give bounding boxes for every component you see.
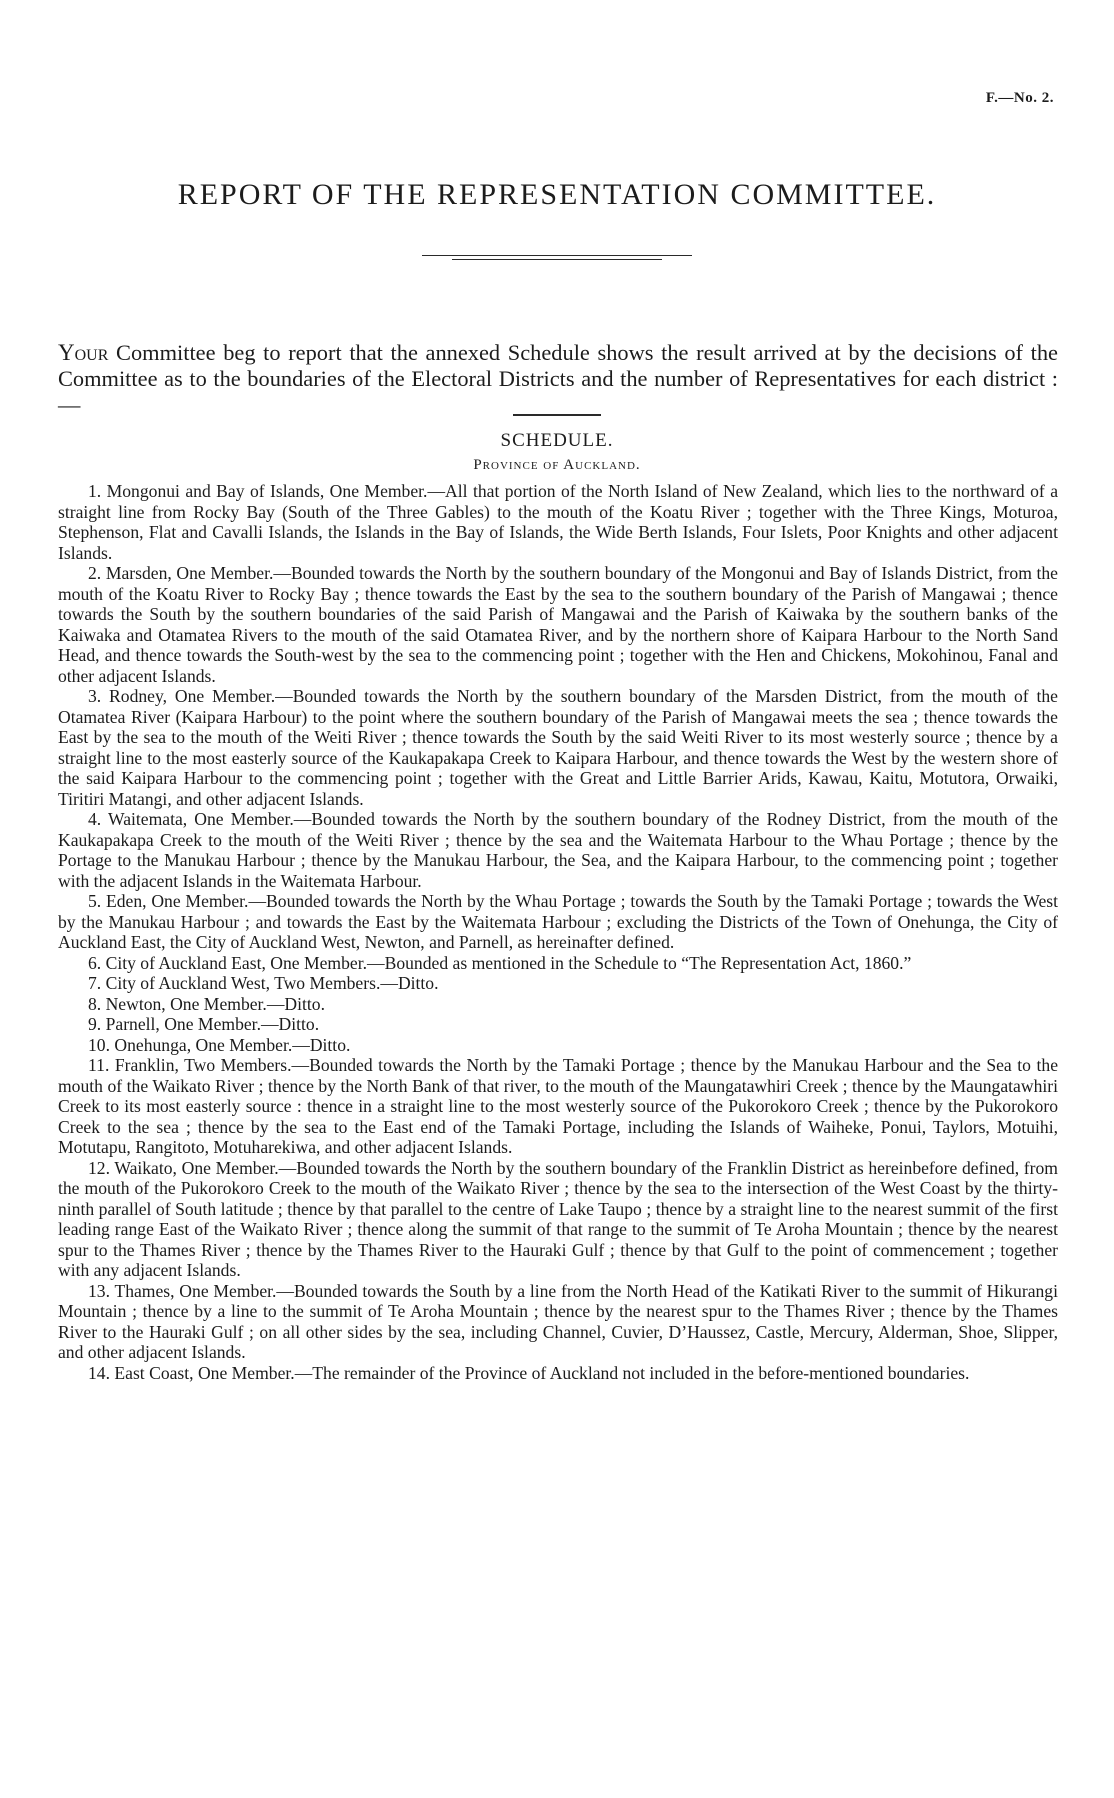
schedule-entry: 5. Eden, One Member.—Bounded towards the North by the Whau Portage ; towards the South by the Tamaki Portage ; towards the West by the Manukau Harbour ; and towards the East by the Waitemata Harbour ; excluding the Districts of the Town of Onehunga, the City of Auckland East, the City of Auckland West, Newton, and Parnell, as hereinafter defined. <box>58 891 1058 952</box>
schedule-entry: 14. East Coast, One Member.—The remainder of the Province of Auckland not included in the before-mentioned boundaries. <box>88 1362 970 1383</box>
schedule-entry: 11. Franklin, Two Members.—Bounded towards the North by the Tamaki Portage ; thence by the Manukau Harbour and the Sea to the mouth of the Waikato River ; thence by the North Bank of that river, to the mouth of the Maungatawhiri Creek ; thence by the Maungatawhiri Creek to its most easterly source : thence in a straight line to the most westerly source of the Pukorokoro Creek ; thence by the Pukorokoro Creek to the sea ; thence by the sea to the East end of the Tamaki Portage, including the Islands of Waiheke, Ponui, Taylors, Motuihi, Motutapu, Rangitoto, Motuharekiwa, and other adjacent Islands. <box>58 1055 1058 1157</box>
schedule-entry: 12. Waikato, One Member.—Bounded towards the North by the southern boundary of the Franklin District as hereinbefore defined, from the mouth of the Pukorokoro Creek to the mouth of the Waikato River ; thence by the sea to the intersection of the West Coast by the thirty-ninth parallel of South latitude ; thence by that parallel to the centre of Lake Taupo ; thence by a straight line to the nearest summit of the first leading range East of the Waikato River ; thence along the summit of that range to the summit of Te Aroha Mountain ; thence by the nearest spur to the Thames River ; thence by the Thames River to the Hauraki Gulf ; thence by that Gulf to the point of commencement ; together with any adjacent Islands. <box>58 1157 1058 1280</box>
intro-paragraph <box>58 340 1058 418</box>
intro-text: Committee beg to report that the annexed Schedule shows the result arrived at by the decisions of the Committee as to the boundaries of the Electoral Districts and the number of Representatives for each district :— <box>58 340 1058 418</box>
intro-lead-word: Your <box>58 340 109 366</box>
schedule-entry: 6. City of Auckland East, One Member.—Bounded as mentioned in the Schedule to “The Representation Act, 1860.” <box>88 952 912 973</box>
intro-divider <box>513 414 601 416</box>
schedule-list <box>58 481 1058 1383</box>
schedule-entry: 2. Marsden, One Member.—Bounded towards the North by the southern boundary of the Mongonui and Bay of Islands District, from the mouth of the Koatu River to Rocky Bay ; thence towards the East by the sea to the southern boundary of the Parish of Mangawai ; thence towards the South by the southern boundaries of the said Parish of Mangawai and the Parish of Kaiwaka by the southern banks of the Kaiwaka and Otamatea Rivers to the mouth of the said Otamatea River, and by the northern shore of Kaipara Harbour to the North Sand Head, and thence towards the South-west by the sea to the commencing point ; together with the Hen and Chickens, Mokohinou, Fanal and other adjacent Islands. <box>58 563 1058 686</box>
schedule-entry: 10. Onehunga, One Member.—Ditto. <box>88 1034 351 1055</box>
title-divider <box>422 255 692 261</box>
report-title: REPORT OF THE REPRESENTATION COMMITTEE. <box>177 178 937 211</box>
schedule-entry: 8. Newton, One Member.—Ditto. <box>88 993 325 1014</box>
schedule-entry: 1. Mongonui and Bay of Islands, One Member.—All that portion of the North Island of New Zealand, which lies to the northward of a straight line from Rocky Bay (South of the Three Gables) to the mouth of the Koatu River ; together with the Three Kings, Moturoa, Stephenson, Flat and Cavalli Islands, the Islands in the Bay of Islands, the Wide Berth Islands, Four Islets, Poor Knights and other adjacent Islands. <box>58 481 1058 563</box>
schedule-entry: 4. Waitemata, One Member.—Bounded towards the North by the southern boundary of the Rodney District, from the mouth of the Kaukapakapa Creek to the mouth of the Weiti River ; thence by the sea and the Waitemata Harbour to the Whau Portage ; thence by the Portage to the Manukau Harbour ; thence by the Manukau Harbour, the Sea, and the Kaipara Harbour, to the commencing point ; together with the adjacent Islands in the Waitemata Harbour. <box>58 809 1058 891</box>
page-reference: F.—No. 2. <box>985 90 1054 106</box>
schedule-heading: SCHEDULE. <box>500 430 614 451</box>
schedule-entry: 7. City of Auckland West, Two Members.—Ditto. <box>88 973 439 993</box>
schedule-entry: 3. Rodney, One Member.—Bounded towards the North by the southern boundary of the Marsden District, from the mouth of the Otamatea River (Kaipara Harbour) to the point where the southern boundary of the Parish of Mangawai meets the sea ; thence towards the East by the sea to the mouth of the Weiti River ; thence towards the South by the said Weiti River to its most westerly source ; thence by a straight line to the most easterly source of the Kaukapakapa Creek to Kaipara Harbour, and thence towards the West by the western shore of the said Kaipara Harbour to the commencing point ; together with the Great and Little Barrier Arids, Kawau, Kaitu, Motutora, Orwaiki, Tiritiri Matangi, and other adjacent Islands. <box>58 686 1058 809</box>
schedule-entry: 9. Parnell, One Member.—Ditto. <box>88 1014 320 1034</box>
schedule-entry: 13. Thames, One Member.—Bounded towards the South by a line from the North Head of the Katikati River to the summit of Hikurangi Mountain ; thence by a line to the summit of Te Aroha Mountain ; thence by the nearest spur to the Thames River ; thence by the Thames River to the Hauraki Gulf ; on all other sides by the sea, including Channel, Cuvier, D’Haussez, Castle, Mercury, Alderman, Shoe, Slipper, and other adjacent Islands. <box>58 1280 1058 1362</box>
province-heading: Province of Auckland. <box>473 457 641 473</box>
